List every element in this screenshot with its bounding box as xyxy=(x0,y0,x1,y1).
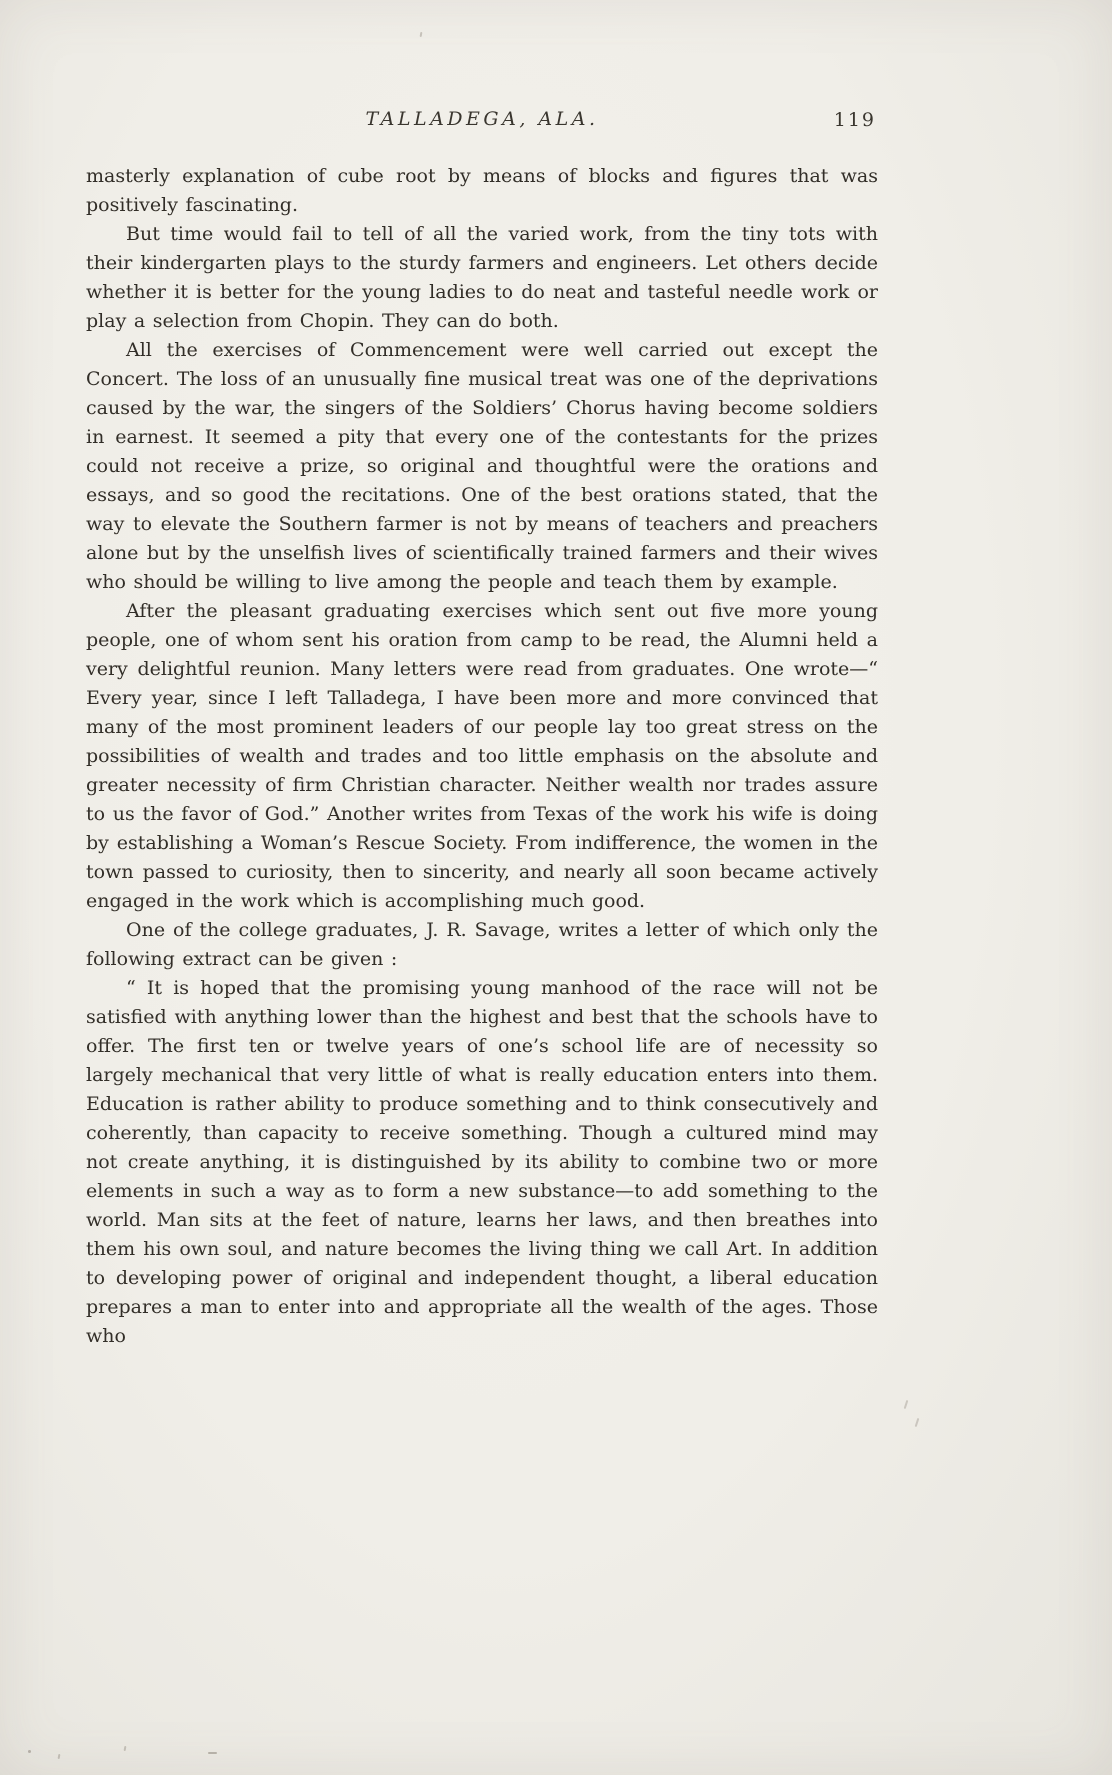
scan-artifact xyxy=(420,32,423,37)
paragraph-1: masterly explanation of cube root by means of blocks and figures that was positively fascinating. xyxy=(86,165,878,216)
paragraph-2: But time would fail to tell of all the varied work, from the tiny tots with their kindergarten plays to the sturdy farmers and engineers. Let others decide whether it is better for the young ladies to do neat and tasteful needle work or play a selection from Chopin. They can do both. xyxy=(86,223,878,332)
paragraph-6: “ It is hoped that the promising young manhood of the race will not be satisfied with anything lower than the highest and best that the schools have to offer. The first ten or twelve years of one’s school life are of necessity so largely mechanical that very little of what is really education enters into them. Education is rather ability to produce something and to think consecutively and coherently, than capacity to receive something. Though a cultured mind may not create anything, it is distinguished by its ability to combine two or more elements in such a way as to form a new substance—to add something to the world. Man sits at the feet of nature, learns her laws, and then breathes into them his own soul, and nature becomes the living thing we call Art. In addition to developing power of original and independent thought, a liberal education prepares a man to enter into and appropriate all the wealth of the ages. Those who xyxy=(86,977,878,1347)
paragraph-5: One of the college graduates, J. R. Savage, writes a letter of which only the following extract can be given : xyxy=(86,919,878,970)
scan-artifact xyxy=(915,1418,920,1427)
running-title: TALLADEGA, ALA. xyxy=(365,108,599,130)
page-content xyxy=(86,108,878,1351)
scan-artifact xyxy=(28,1750,31,1753)
page-header xyxy=(86,108,878,150)
scan-artifact xyxy=(208,1752,217,1754)
paragraph-4: After the pleasant graduating exercises which sent out five more young people, one of whom sent his oration from camp to be read, the Alumni held a very delightful reunion. Many letters were read from graduates. One wrote—“ Every year, since I left Talladega, I have been more and more convinced that many of the most prominent leaders of our people lay too great stress on the possibilities of wealth and trades and too little emphasis on the absolute and greater necessity of firm Christian character. Neither wealth nor trades assure to us the favor of God.” Another writes from Texas of the work his wife is doing by establishing a Woman’s Rescue Society. From indifference, the women in the town passed to curiosity, then to sincerity, and nearly all soon became actively engaged in the work which is accomplishing much good. xyxy=(86,600,878,912)
paragraph-3: All the exercises of Commencement were well carried out except the Concert. The loss of an unusually fine musical treat was one of the deprivations caused by the war, the singers of the Soldiers’ Chorus having become soldiers in earnest. It seemed a pity that every one of the contestants for the prizes could not receive a prize, so original and thoughtful were the orations and essays, and so good the recitations. One of the best orations stated, that the way to elevate the Southern farmer is not by means of teachers and preachers alone but by the unselfish lives of scientifically trained farmers and their wives who should be willing to live among the people and teach them by example. xyxy=(86,339,878,593)
scan-artifact xyxy=(904,1400,909,1409)
scan-artifact xyxy=(58,1754,61,1759)
body-text xyxy=(86,162,878,1351)
page-number: 119 xyxy=(833,109,876,131)
scan-artifact xyxy=(124,1746,127,1751)
